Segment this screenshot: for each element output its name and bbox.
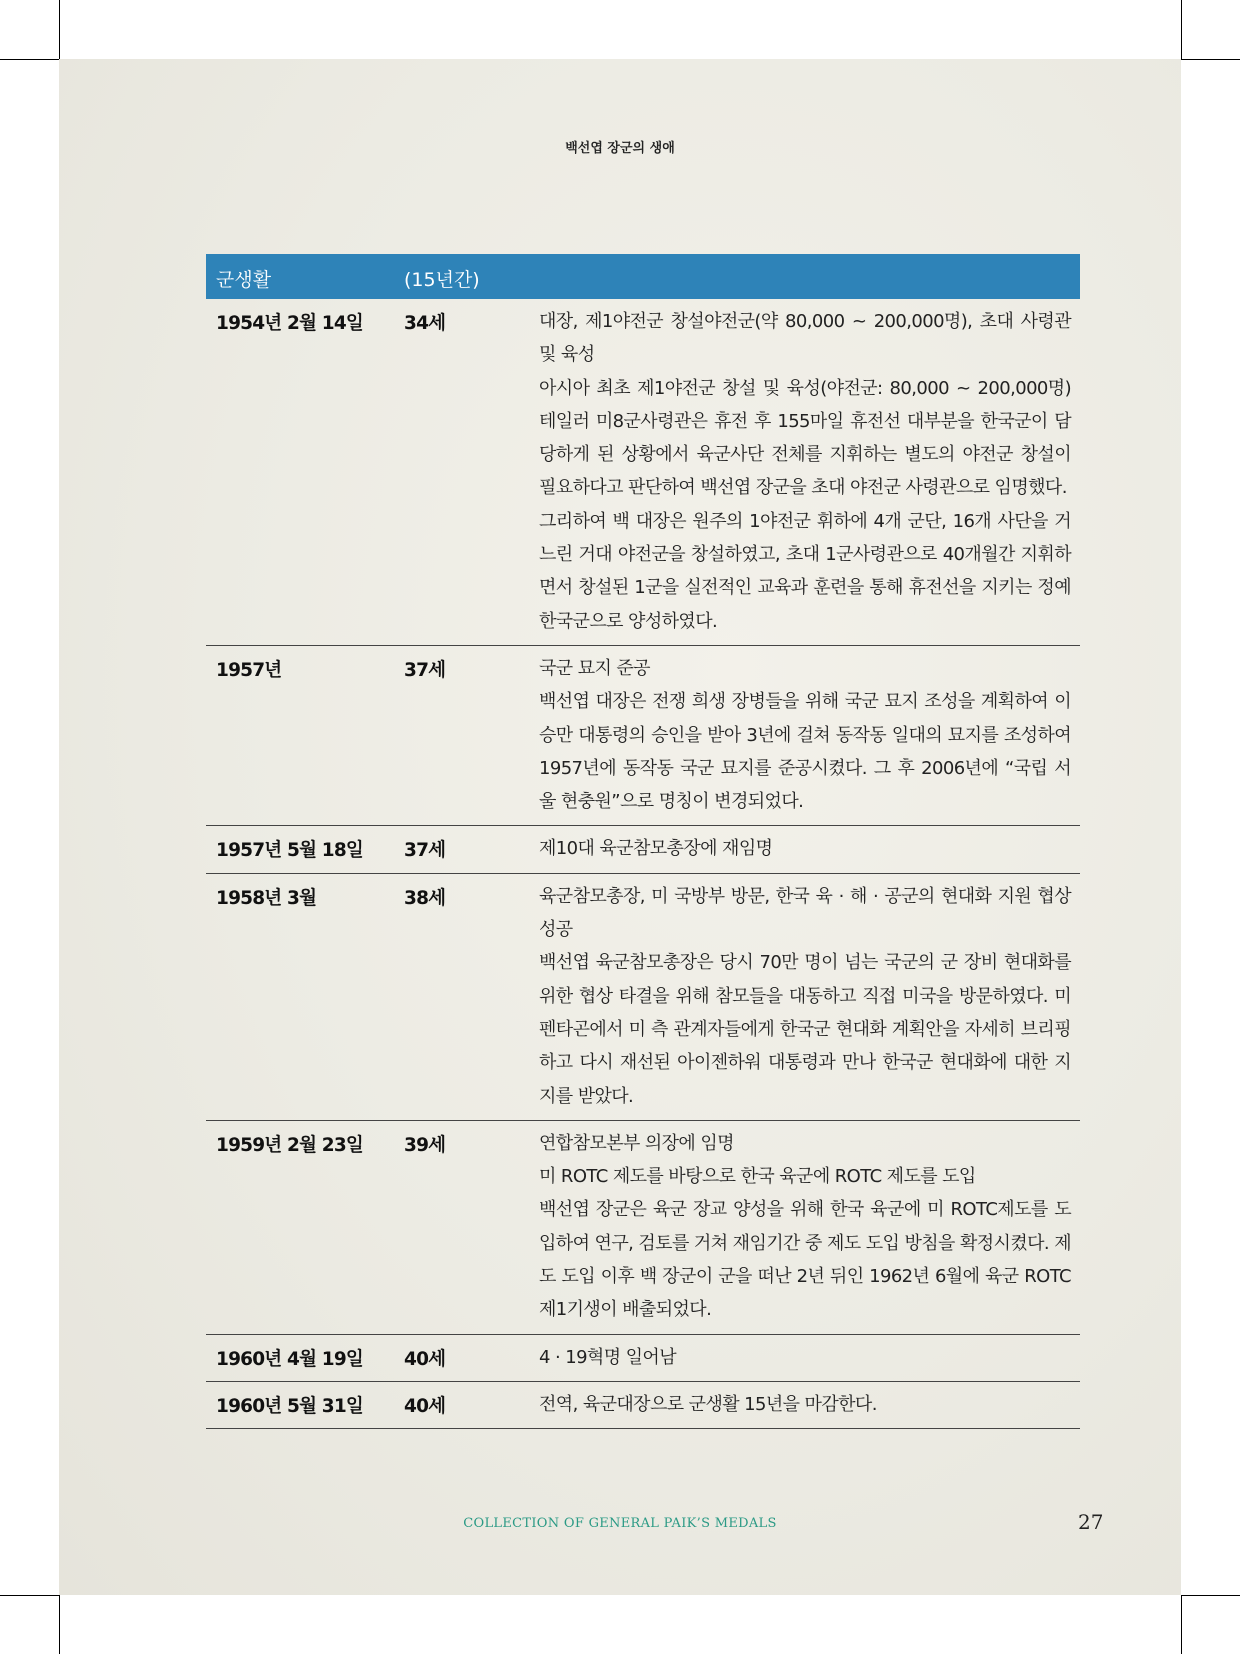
crop-mark — [1181, 1595, 1182, 1654]
description-paragraph: 미 ROTC 제도를 바탕으로 한국 육군에 ROTC 제도를 도입 — [539, 1166, 976, 1188]
page-number: 27 — [1078, 1510, 1104, 1534]
description-paragraph: 그리하여 백 대장은 원주의 1야전군 휘하에 4개 군단, 16개 사단을 거느린 거대 야전군을 창설하였고, 초대 1군사령관으로 40개월간 지휘하면서 창설된 1군을 실전적인 교육과 훈련을 통해 휴전선을 지키는 정예 한국군으로 양성하였다. — [539, 510, 1071, 632]
crop-mark — [59, 0, 60, 59]
row-age: 39세 — [404, 1134, 446, 1156]
row-description — [539, 832, 1071, 865]
section-duration: (15년간) — [404, 269, 480, 291]
crop-mark — [59, 1595, 60, 1654]
timeline-table — [206, 299, 1080, 1429]
row-description — [539, 880, 1071, 1113]
crop-mark — [1181, 59, 1240, 60]
footer-title: COLLECTION OF GENERAL PAIK’S MEDALS — [463, 1516, 777, 1531]
description-paragraph: 아시아 최초 제1야전군 창설 및 육성(야전군: 80,000 ~ 200,000명) 테일러 미8군사령관은 휴전 후 155마일 휴전선 대부분을 한국군이 담당하게 된 상황에서 육군사단 전체를 지휘하는 별도의 야전군 창설이 필요하다고 판단하여 백선엽 장군을 초대 야전군 사령관으로 임명했다. — [539, 377, 1071, 499]
crop-mark — [0, 1595, 59, 1596]
section-header-bar — [206, 254, 1080, 299]
description-paragraph: 백선엽 장군은 육군 장교 양성을 위해 한국 육군에 미 ROTC제도를 도입하여 연구, 검토를 거쳐 재임기간 중 제도 도입 방침을 확정시켰다. 제도 도입 이후 백 장군이 군을 떠난 2년 뒤인 1962년 6월에 육군 ROTC 제1기생이 배출되었다. — [539, 1199, 1071, 1321]
description-paragraph: 육군참모총장, 미 국방부 방문, 한국 육 · 해 · 공군의 현대화 지원 협상 성공 — [539, 885, 1071, 941]
description-paragraph: 연합참모본부 의장에 임명 — [539, 1132, 734, 1154]
row-date: 1957년 — [216, 659, 282, 681]
table-row — [206, 1121, 1080, 1335]
row-description — [539, 1388, 1071, 1421]
row-description — [539, 652, 1071, 818]
row-date: 1954년 2월 14일 — [216, 313, 364, 334]
row-date: 1957년 5월 18일 — [216, 840, 364, 862]
crop-mark — [1181, 0, 1182, 59]
description-paragraph: 4 · 19혁명 일어남 — [539, 1346, 676, 1368]
crop-mark — [0, 59, 59, 60]
row-date: 1958년 3월 — [216, 887, 317, 909]
row-date: 1959년 2월 23일 — [216, 1134, 364, 1156]
row-age: 34세 — [404, 313, 446, 334]
description-paragraph: 국군 묘지 준공 — [539, 657, 650, 679]
table-row — [206, 826, 1080, 873]
row-age: 38세 — [404, 887, 446, 909]
table-row — [206, 1335, 1080, 1382]
description-paragraph: 전역, 육군대장으로 군생활 15년을 마감한다. — [539, 1393, 877, 1415]
description-paragraph: 백선엽 대장은 전쟁 희생 장병들을 위해 국군 묘지 조성을 계획하여 이승만 대통령의 승인을 받아 3년에 걸쳐 동작동 일대의 묘지를 조성하여 1957년에 동작동 국군 묘지를 준공시켰다. 그 후 2006년에 “국립 서울 현충원”으로 명칭이 변경되었다. — [539, 691, 1071, 813]
row-age: 37세 — [404, 840, 446, 862]
table-row — [206, 1382, 1080, 1429]
row-age: 40세 — [404, 1348, 446, 1370]
table-row — [206, 646, 1080, 826]
row-age: 37세 — [404, 659, 446, 681]
row-date: 1960년 4월 19일 — [216, 1348, 364, 1370]
row-description — [539, 1341, 1071, 1374]
description-paragraph: 제10대 육군참모총장에 재임명 — [539, 838, 773, 860]
row-age: 40세 — [404, 1395, 446, 1417]
description-paragraph: 백선엽 육군참모총장은 당시 70만 명이 넘는 국군의 군 장비 현대화를 위한 협상 타결을 위해 참모들을 대동하고 직접 미국을 방문하였다. 미 펜타곤에서 미 측 관계자들에게 한국군 현대화 계획안을 자세히 브리핑하고 다시 재선된 아이젠하워 대통령과 만나 한국군 현대화에 대한 지지를 받았다. — [539, 952, 1071, 1107]
crop-mark — [1181, 1595, 1240, 1596]
table-row — [206, 299, 1080, 646]
description-paragraph: 대장, 제1야전군 창설야전군(약 80,000 ~ 200,000명), 초대 사령관 및 육성 — [539, 311, 1071, 366]
table-row — [206, 874, 1080, 1121]
row-description — [539, 1127, 1071, 1327]
row-date: 1960년 5월 31일 — [216, 1395, 364, 1417]
row-description — [539, 305, 1071, 638]
section-title: 군생활 — [216, 269, 272, 291]
running-header: 백선엽 장군의 생애 — [565, 141, 675, 156]
